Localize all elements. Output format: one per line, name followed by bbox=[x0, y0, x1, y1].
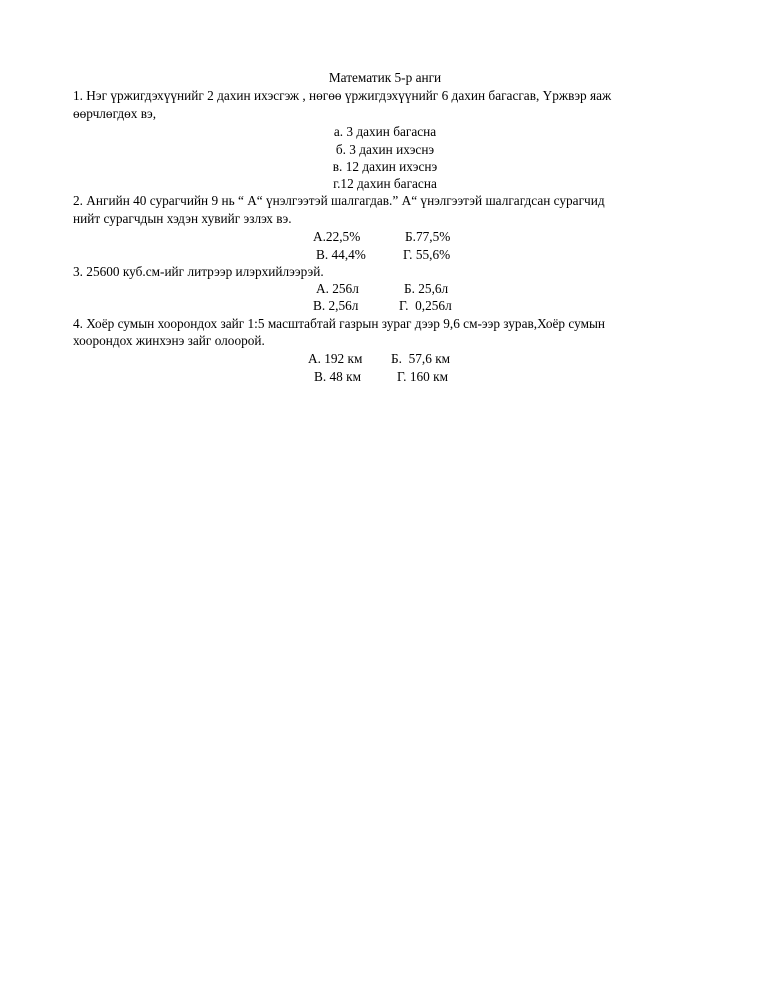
page-title: Математик 5-р анги bbox=[328, 70, 442, 85]
question-2-text-cont: нийт сурагчдын хэдэн хувийг эзлэх вэ. bbox=[73, 211, 292, 226]
question-4-option-a: А. 192 км bbox=[308, 351, 363, 366]
question-4-text-cont: хоорондох жинхэнэ зайг олоорой. bbox=[73, 333, 265, 348]
question-1-option-a: а. 3 дахин багасна bbox=[333, 124, 437, 139]
question-2-option-a: А.22,5% bbox=[313, 229, 361, 244]
question-2-option-v: В. 44,4% bbox=[316, 247, 366, 262]
question-3-option-g: Г. 0,256л bbox=[399, 298, 452, 313]
question-2-option-g: Г. 55,6% bbox=[403, 247, 451, 262]
question-1-option-v: в. 12 дахин ихэснэ bbox=[332, 159, 438, 174]
question-3-option-v: В. 2,56л bbox=[313, 298, 359, 313]
question-1-text: 1. Нэг үржигдэхүүнийг 2 дахин ихэсгэж , нөгөө үржигдэхүүнийг 6 дахин багасгав, Үржвэр яаж bbox=[73, 88, 612, 103]
question-1-option-b: б. 3 дахин ихэснэ bbox=[335, 142, 435, 157]
question-2-option-b: Б.77,5% bbox=[405, 229, 451, 244]
question-1-option-g: г.12 дахин багасна bbox=[333, 176, 437, 191]
question-4-option-v: В. 48 км bbox=[314, 369, 362, 384]
question-3-option-b: Б. 25,6л bbox=[404, 281, 449, 296]
question-4-option-g: Г. 160 км bbox=[397, 369, 448, 384]
question-1-text-cont: өөрчлөгдөх вэ, bbox=[73, 106, 157, 121]
question-2-text: 2. Ангийн 40 сурагчийн 9 нь “ А“ үнэлгээтэй шалгагдав.” А“ үнэлгээтэй шалгагдсан сурагчид bbox=[73, 193, 605, 208]
question-4-text: 4. Хоёр сумын хоорондох зайг 1:5 масштабтай газрын зураг дээр 9,6 см-ээр зурав,Хоёр сумын bbox=[73, 316, 606, 331]
question-3-option-a: А. 256л bbox=[316, 281, 359, 296]
question-3-text: 3. 25600 куб.см-ийг литрээр илэрхийлээрэй. bbox=[73, 264, 324, 279]
question-4-option-b: Б. 57,6 км bbox=[391, 351, 451, 366]
